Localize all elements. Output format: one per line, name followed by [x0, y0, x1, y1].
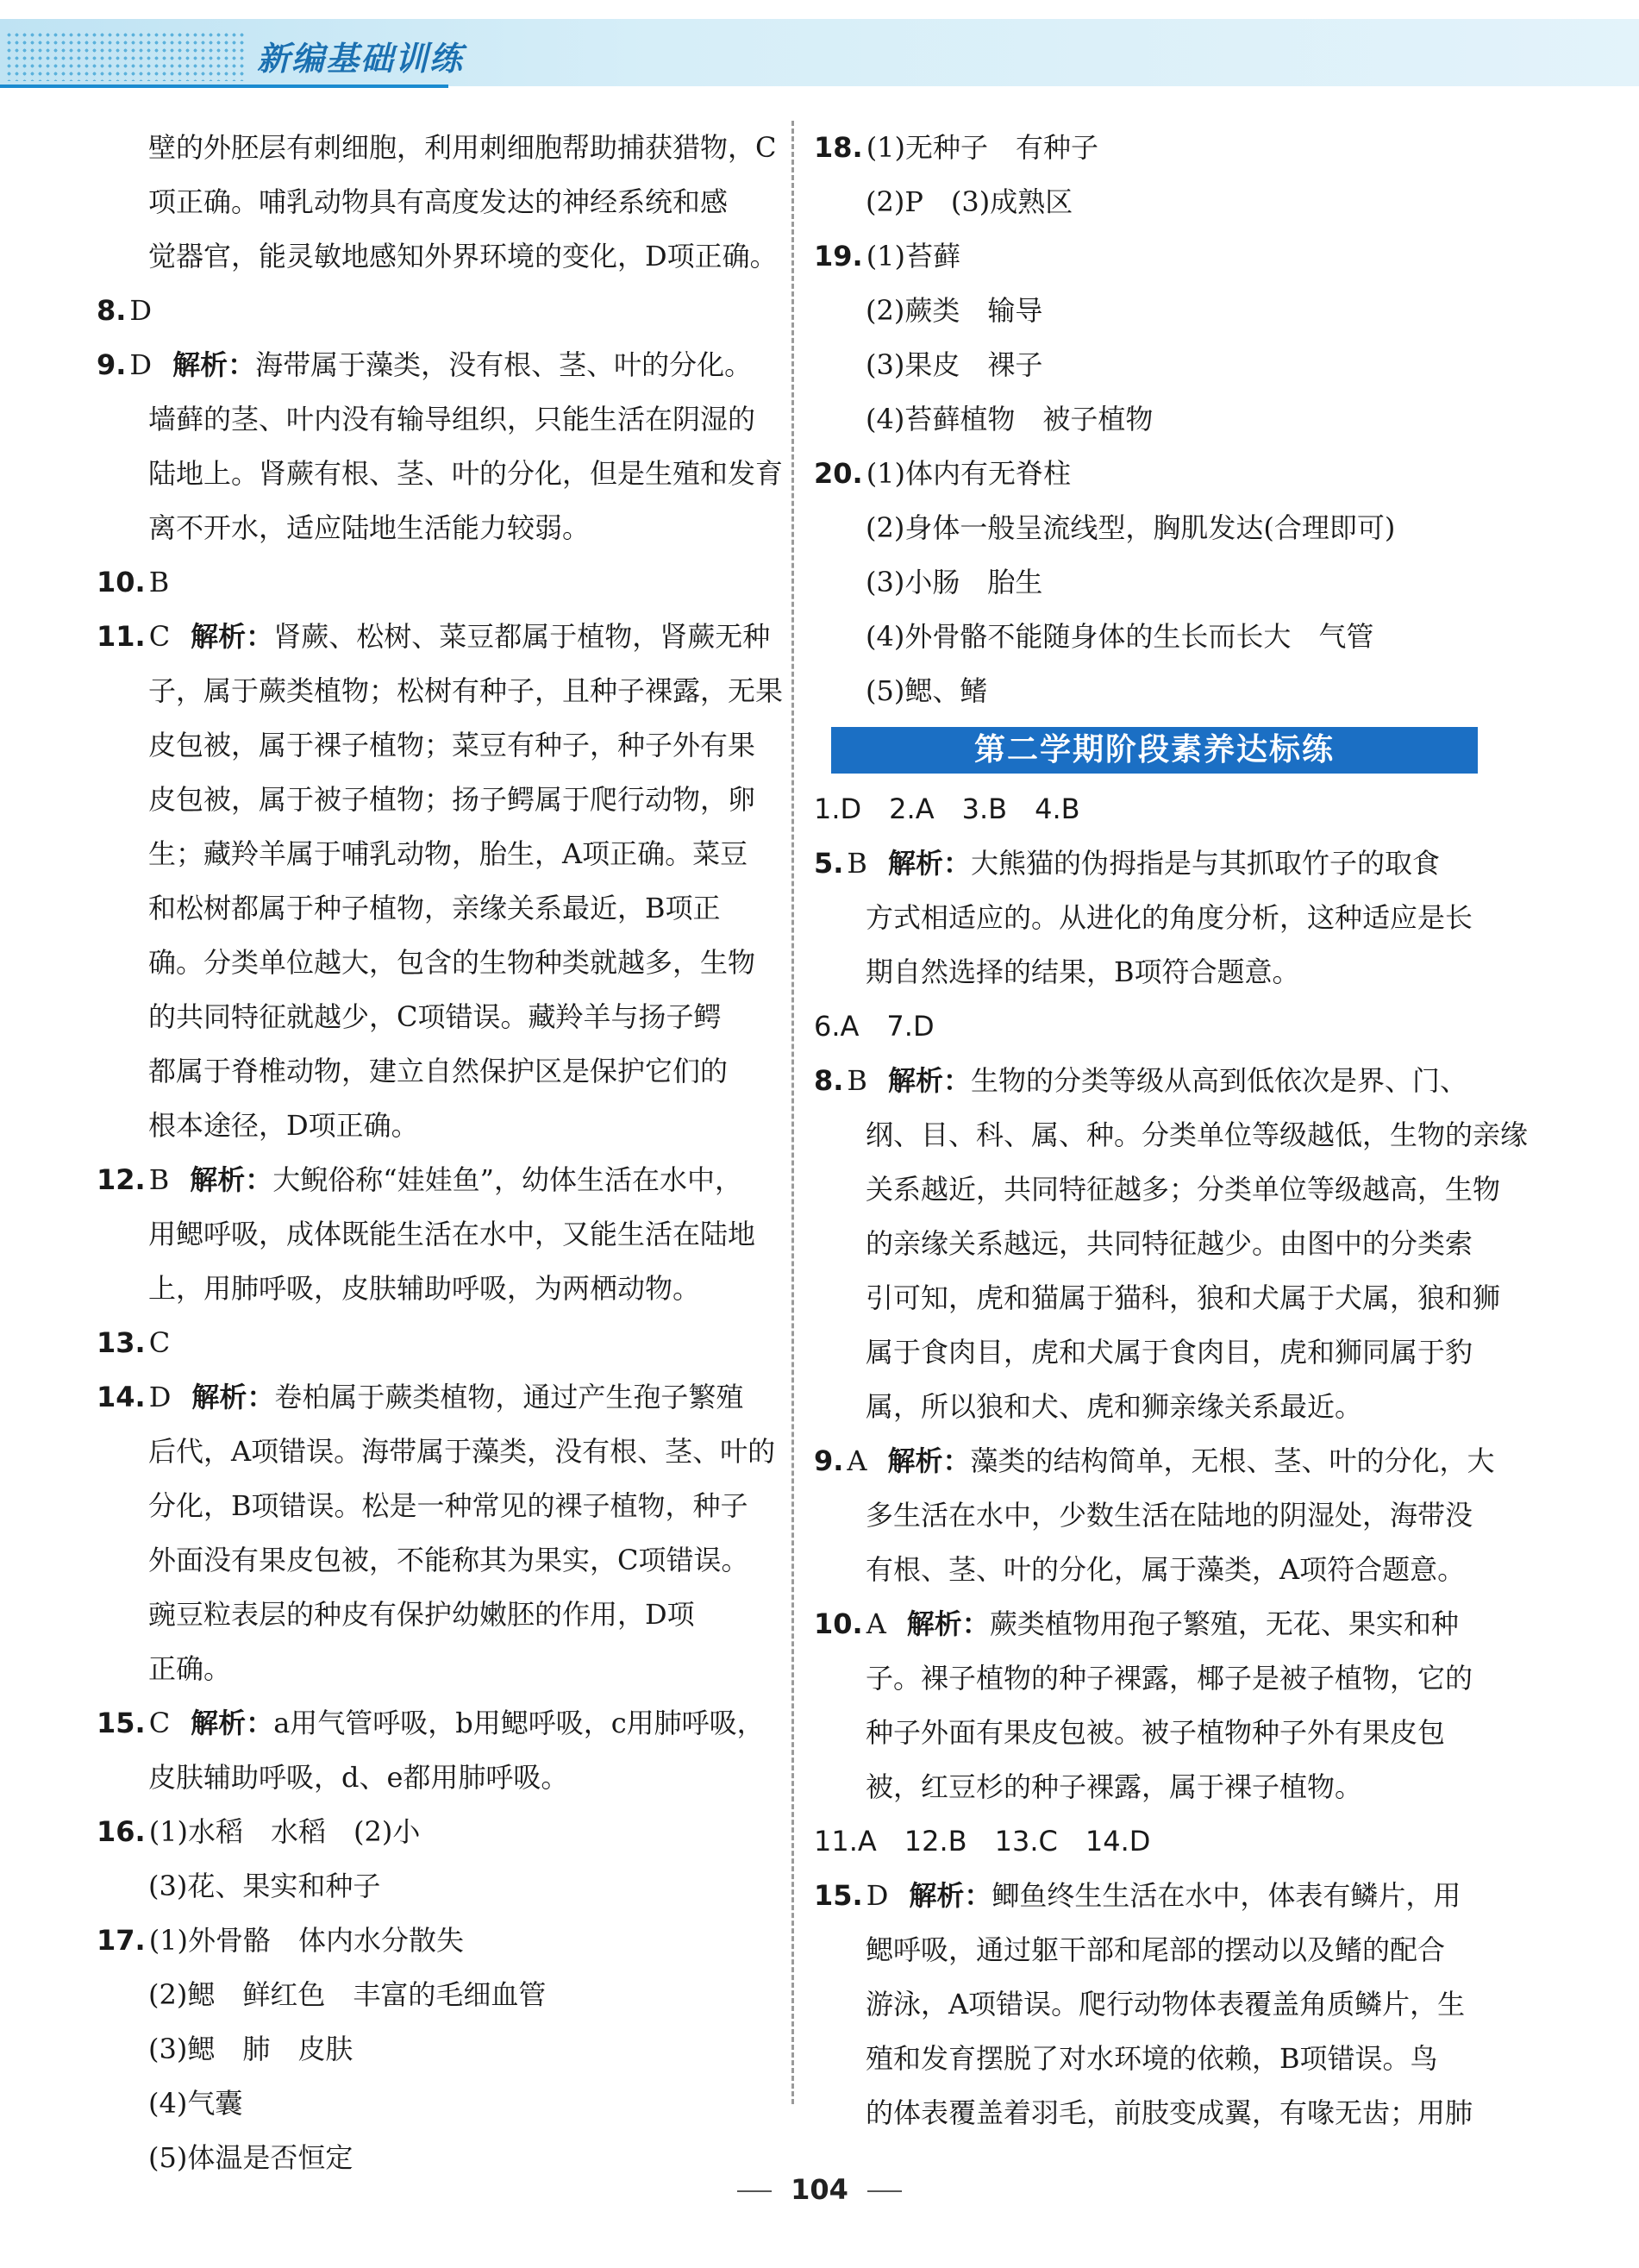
answer-line	[814, 836, 1486, 891]
answer-text: 上，用肺呼吸，皮肤辅助呼吸，为两栖动物。	[148, 1272, 701, 1305]
answer-text: 鳃呼吸，通过躯干部和尾部的摆动以及鳍的配合	[866, 1933, 1446, 1966]
answer-text: 用鳃呼吸，成体既能生活在水中，又能生活在陆地	[148, 1218, 756, 1250]
answer-line	[97, 1044, 769, 1099]
answer-line	[97, 1751, 769, 1805]
answer-line	[814, 945, 1486, 999]
answer-text: 引可知，虎和猫属于猫科，狼和犬属于犬属，狼和狮	[866, 1281, 1501, 1314]
answer-text: 海带属于藻类，没有根、茎、叶的分化。	[255, 348, 753, 381]
answer-text: 被，红豆杉的种子裸露，属于裸子植物。	[866, 1770, 1363, 1803]
answer-text: (5)体温是否恒定	[148, 2141, 353, 2174]
answer-text: (2)身体一般呈流线型，胸肌发达(合理即可)	[866, 511, 1396, 544]
answer-choice: D	[866, 1879, 889, 1912]
answer-text: 皮包被，属于被子植物；扬子鳄属于爬行动物，卵	[148, 783, 756, 816]
answer-text: 纲、目、科、属、种。分类单位等级越低，生物的亲缘	[866, 1118, 1529, 1151]
answer-line	[97, 718, 769, 773]
answer-text: 确。分类单位越大，包含的生物种类就越多，生物	[148, 946, 756, 979]
answer-line	[97, 1533, 769, 1588]
answer-line	[97, 1642, 769, 1696]
answer-text: 期自然选择的结果，B项符合题意。	[866, 955, 1300, 988]
answer-line	[97, 1316, 769, 1370]
answer-line	[814, 175, 1486, 229]
answer-text: 属，所以狼和犬、虎和狮亲缘关系最近。	[866, 1390, 1363, 1423]
answer-text: 皮肤辅助呼吸，d、e都用肺呼吸。	[148, 1761, 569, 1794]
question-number: 20.	[814, 457, 863, 490]
answer-line	[97, 1207, 769, 1262]
answer-line	[814, 1706, 1486, 1760]
answer-text: (4)气囊	[148, 2087, 243, 2120]
answer-line	[97, 175, 769, 229]
analysis-label: 解析：	[887, 847, 971, 880]
answer-line	[97, 392, 769, 447]
answer-text: (2)P (3)成熟区	[866, 185, 1073, 218]
answer-line	[97, 881, 769, 936]
answer-line	[97, 1859, 769, 1914]
answer-choice: C	[148, 1707, 171, 1739]
answer-text: (2)蕨类 输导	[866, 294, 1043, 327]
question-number: 8.	[814, 1064, 844, 1097]
answer-text: a用气管呼吸，b用鳃呼吸，c用肺呼吸，	[273, 1707, 765, 1739]
header-dot-pattern	[5, 31, 247, 81]
answer-text: (3)花、果实和种子	[148, 1870, 381, 1902]
answer-text: 陆地上。肾蕨有根、茎、叶的分化，但是生殖和发育	[148, 457, 784, 490]
question-number: 18.	[814, 131, 863, 164]
answer-line	[97, 1153, 769, 1207]
answer-line	[814, 891, 1486, 945]
page-number: 104	[0, 2173, 1639, 2206]
answer-line	[814, 610, 1486, 664]
answer-line	[814, 392, 1486, 447]
question-number: 14.	[97, 1381, 146, 1413]
question-number: 17.	[97, 1924, 146, 1957]
answer-text: 根本途径，D项正确。	[148, 1109, 419, 1142]
question-number: 15.	[814, 1879, 863, 1912]
analysis-label: 解析：	[887, 1444, 971, 1477]
answer-text: 卷柏属于蕨类植物，通过产生孢子繁殖	[274, 1381, 744, 1413]
question-number: 16.	[97, 1815, 146, 1848]
answer-text: 游泳，A项错误。爬行动物体表覆盖角质鳞片，生	[866, 1988, 1466, 2021]
answer-line	[97, 1588, 769, 1642]
answer-text: (3)小肠 胎生	[866, 566, 1043, 598]
answer-text: (1)苔藓	[866, 240, 961, 273]
header-title: 新编基础训练	[257, 40, 465, 78]
answer-text: 离不开水，适应陆地生活能力较弱。	[148, 511, 591, 544]
answer-choice: A	[866, 1607, 886, 1640]
section-title-bar: 第二学期阶段素养达标练	[831, 727, 1478, 774]
answer-line	[814, 999, 1486, 1054]
answer-line	[814, 1760, 1486, 1814]
answer-line	[97, 121, 777, 175]
answer-choice: C	[148, 620, 171, 653]
answer-text: C	[148, 1326, 171, 1359]
answer-text: 生；藏羚羊属于哺乳动物，胎生，A项正确。菜豆	[148, 837, 748, 870]
answer-line	[814, 1597, 1486, 1651]
answer-line	[814, 2086, 1486, 2140]
question-number: 13.	[97, 1326, 146, 1359]
answer-line	[97, 447, 784, 501]
answer-line	[97, 990, 769, 1044]
answer-text: 殖和发育摆脱了对水环境的依赖，B项错误。鸟	[866, 2042, 1438, 2075]
question-number: 10.	[97, 566, 146, 598]
answer-text: 都属于脊椎动物，建立自然保护区是保护它们的	[148, 1055, 729, 1087]
answer-line	[97, 1479, 769, 1533]
answer-line	[97, 1696, 769, 1751]
answer-line	[814, 1651, 1486, 1706]
question-number: 9.	[97, 348, 127, 381]
answer-line	[97, 664, 784, 718]
answer-text: 的亲缘关系越远，共同特征越少。由图中的分类索	[866, 1227, 1473, 1260]
answer-text: 觉器官，能灵敏地感知外界环境的变化，D项正确。	[148, 240, 778, 273]
answer-line	[814, 1543, 1486, 1597]
analysis-label: 解析：	[191, 1707, 274, 1739]
answer-text: 和松树都属于种子植物，亲缘关系最近，B项正	[148, 892, 721, 924]
answer-text: 的共同特征就越少，C项错误。藏羚羊与扬子鳄	[148, 1000, 722, 1033]
answer-text: 壁的外胚层有刺细胞，利用刺细胞帮助捕获猎物，C	[148, 131, 777, 164]
answer-choice: D	[148, 1381, 172, 1413]
analysis-label: 解析：	[909, 1879, 992, 1912]
answer-text: (3)鳃 肺 皮肤	[148, 2033, 353, 2065]
answer-text: 的体表覆盖着羽毛，前肢变成翼，有喙无齿；用肺	[866, 2096, 1473, 2129]
analysis-label: 解析：	[190, 1163, 273, 1196]
answer-line	[814, 1325, 1486, 1380]
answer-text: (1)无种子 有种子	[866, 131, 1099, 164]
answer-line	[814, 1054, 1486, 1108]
answer-choice: D	[129, 348, 153, 381]
answer-line	[97, 1968, 769, 2022]
answer-line	[814, 338, 1486, 392]
answer-text: 子，属于蕨类植物；松树有种子，且种子裸露，无果	[148, 674, 784, 707]
answer-line	[97, 284, 769, 338]
answer-line	[814, 1977, 1486, 2032]
answer-text: 属于食肉目，虎和犬属于食肉目，虎和狮同属于豹	[866, 1336, 1473, 1369]
answer-text: D	[129, 294, 153, 327]
answer-line	[814, 1869, 1486, 1923]
answer-line	[814, 2032, 1486, 2086]
answer-line	[814, 1271, 1501, 1325]
answer-line	[814, 1488, 1486, 1543]
answer-text: (4)苔藓植物 被子植物	[866, 403, 1154, 435]
answer-text: 项正确。哺乳动物具有高度发达的神经系统和感	[148, 185, 729, 218]
right-column-answers	[814, 121, 1486, 718]
left-column	[97, 121, 784, 2185]
answer-text: (3)果皮 裸子	[866, 348, 1043, 381]
answer-text: 方式相适应的。从进化的角度分析，这种适应是长	[866, 901, 1473, 934]
answer-text: 种子外面有果皮包被。被子植物种子外有果皮包	[866, 1716, 1446, 1749]
question-number: 19.	[814, 240, 863, 273]
answer-text: 生物的分类等级从高到低依次是界、门、	[970, 1064, 1467, 1097]
answer-line	[97, 1099, 769, 1153]
question-number: 15.	[97, 1707, 146, 1739]
analysis-label: 解析：	[191, 620, 274, 653]
answer-line	[814, 121, 1486, 175]
answer-text: 子。裸子植物的种子裸露，椰子是被子植物，它的	[866, 1662, 1473, 1695]
answer-text: 藻类的结构简单，无根、茎、叶的分化，大	[970, 1444, 1495, 1477]
answer-line	[814, 1814, 1486, 1869]
answer-line	[97, 555, 769, 610]
answer-text: 鲫鱼终生生活在水中，体表有鳞片，用	[992, 1879, 1461, 1912]
right-column	[814, 121, 1529, 2140]
answer-line	[814, 664, 1486, 718]
answer-text: (4)外骨骼不能随身体的生长而长大 气管	[866, 620, 1374, 653]
answer-text: 分化，B项错误。松是一种常见的裸子植物，种子	[148, 1489, 748, 1522]
answer-line	[97, 610, 769, 664]
question-number: 5.	[814, 847, 844, 880]
analysis-label: 解析：	[887, 1064, 971, 1097]
answer-line	[97, 229, 778, 284]
answer-choice: A	[847, 1444, 867, 1477]
answer-text: (1)外骨骼 体内水分散失	[148, 1924, 465, 1957]
answer-text: 皮包被，属于裸子植物；菜豆有种子，种子外有果	[148, 729, 756, 761]
right-column-section-answers	[814, 782, 1529, 2140]
answer-line	[814, 1923, 1486, 1977]
analysis-label: 解析：	[172, 348, 256, 381]
answer-line	[97, 338, 769, 392]
question-number: 12.	[97, 1163, 146, 1196]
answer-text: (2)鳃 鲜红色 丰富的毛细血管	[148, 1978, 547, 2011]
answer-line	[814, 555, 1486, 610]
answer-text: 大鲵俗称“娃娃鱼”，幼体生活在水中，	[272, 1163, 742, 1196]
answer-line	[97, 936, 769, 990]
answer-line	[97, 827, 769, 881]
answer-text: 6.A 7.D	[814, 1010, 935, 1043]
answer-line	[814, 284, 1486, 338]
answer-line	[97, 1805, 769, 1859]
answer-line	[814, 782, 1486, 836]
answer-line	[814, 1434, 1495, 1488]
answer-choice: B	[847, 1064, 867, 1097]
answer-choice: B	[847, 847, 867, 880]
header-underline	[0, 85, 448, 88]
answer-line	[97, 1370, 769, 1425]
answer-text: 后代，A项错误。海带属于藻类，没有根、茎、叶的	[148, 1435, 776, 1468]
analysis-label: 解析：	[906, 1607, 990, 1640]
answer-line	[814, 447, 1486, 501]
analysis-label: 解析：	[191, 1381, 275, 1413]
answer-line	[97, 1914, 769, 1968]
answer-text: 大熊猫的伪拇指是与其抓取竹子的取食	[970, 847, 1440, 880]
answer-text: 11.A 12.B 13.C 14.D	[814, 1825, 1151, 1858]
answer-text: 1.D 2.A 3.B 4.B	[814, 793, 1080, 825]
answer-line	[97, 2022, 769, 2077]
answer-line	[814, 501, 1486, 555]
answer-text: 有根、茎、叶的分化，属于藻类，A项符合题意。	[866, 1553, 1466, 1586]
answer-text: 多生活在水中，少数生活在陆地的阴湿处，海带没	[866, 1499, 1473, 1532]
answer-choice: B	[148, 1163, 170, 1196]
answer-line	[814, 229, 1486, 284]
answer-text: 肾蕨、松树、菜豆都属于植物，肾蕨无种	[273, 620, 771, 653]
answer-line	[97, 1262, 769, 1316]
answer-line	[97, 2077, 769, 2131]
question-number: 10.	[814, 1607, 863, 1640]
question-number: 11.	[97, 620, 146, 653]
answer-text: 墙藓的茎、叶内没有输导组织，只能生活在阴湿的	[148, 403, 756, 435]
answer-text: 蕨类植物用孢子繁殖，无花、果实和种	[989, 1607, 1459, 1640]
question-number: 9.	[814, 1444, 844, 1477]
answer-line	[814, 1380, 1486, 1434]
answer-text: (1)水稻 水稻 (2)小	[148, 1815, 421, 1848]
answer-text: (5)鳃、鳍	[866, 674, 988, 707]
answer-line	[814, 1217, 1486, 1271]
answer-line	[814, 1162, 1501, 1217]
answer-line	[97, 501, 769, 555]
answer-text: 关系越近，共同特征越多；分类单位等级越高，生物	[866, 1173, 1501, 1206]
answer-line	[97, 773, 769, 827]
question-number: 8.	[97, 294, 127, 327]
answer-text: 正确。	[148, 1652, 232, 1685]
column-divider	[791, 121, 794, 2104]
answer-text: (1)体内有无脊柱	[866, 457, 1072, 490]
answer-text: 外面没有果皮包被，不能称其为果实，C项错误。	[148, 1544, 749, 1576]
answer-line	[97, 1425, 776, 1479]
answer-text: B	[148, 566, 170, 598]
answer-text: 豌豆粒表层的种皮有保护幼嫩胚的作用，D项	[148, 1598, 695, 1631]
answer-line	[814, 1108, 1529, 1162]
